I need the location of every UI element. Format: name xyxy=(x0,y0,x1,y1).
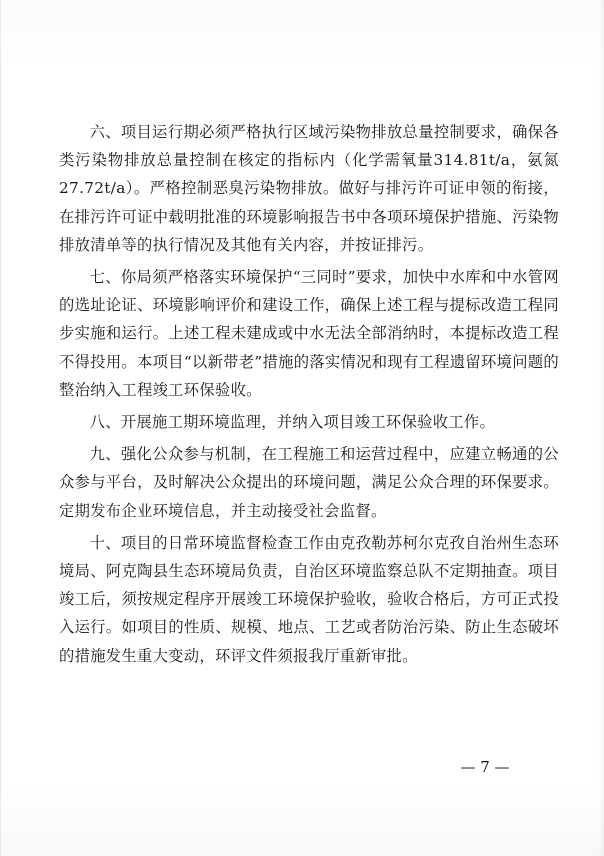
paragraph-item-10: 十、项目的日常环境监督检查工作由克孜勒苏柯尔克孜自治州生态环境局、阿克陶县生态环境局负责，自治区环境监察总队不定期抽查。项目竣工后，须按规定程序开展竣工环境保护验收，验收合格后，方可正式投入运行。如项目的性质、规模、地点、工艺或者防治污染、防止生态破坏的措施发生重大变动，环评文件须报我厅重新审批。 xyxy=(59,533,559,665)
paragraph-item-9: 九、强化公众参与机制，在工程施工和运营过程中，应建立畅通的公众参与平台，及时解决公众提出的环境问题，满足公众合理的环保要求。定期发布企业环境信息，并主动接受社会监督。 xyxy=(59,445,559,520)
page-number: — 7 — xyxy=(460,758,510,776)
document-body xyxy=(59,118,559,674)
paragraph-item-7: 七、你局须严格落实环境保护“三同时”要求，加快中水库和中水管网的选址论证、环境影响评价和建设工作，确保上述工程与提标改造工程同步实施和运行。上述工程未建成或中水无法全部消纳时，本提标改造工程不得投用。本项目“以新带老”措施的落实情况和现有工程遗留环境问题的整治纳入工程竣工环保验收。 xyxy=(59,268,559,399)
scan-edge-shadow xyxy=(598,0,604,856)
paragraph-item-8: 八、开展施工期环境监理，并纳入项目竣工环保验收工作。 xyxy=(89,413,496,432)
paragraph-item-6: 六、项目运行期必须严格执行区域污染物排放总量控制要求，确保各类污染物排放总量控制在核定的指标内（化学需氧量314.81t/a，氨氮 27.72t/a）。严格控制恶臭污染物排放。做好与排污许可证申领的衔接，在排污许可证中载明批准的环境影响报告书中各项环境保护措施、污染物排放清单等的执行情况及其他有关内容，并按证排污。 xyxy=(59,123,559,254)
